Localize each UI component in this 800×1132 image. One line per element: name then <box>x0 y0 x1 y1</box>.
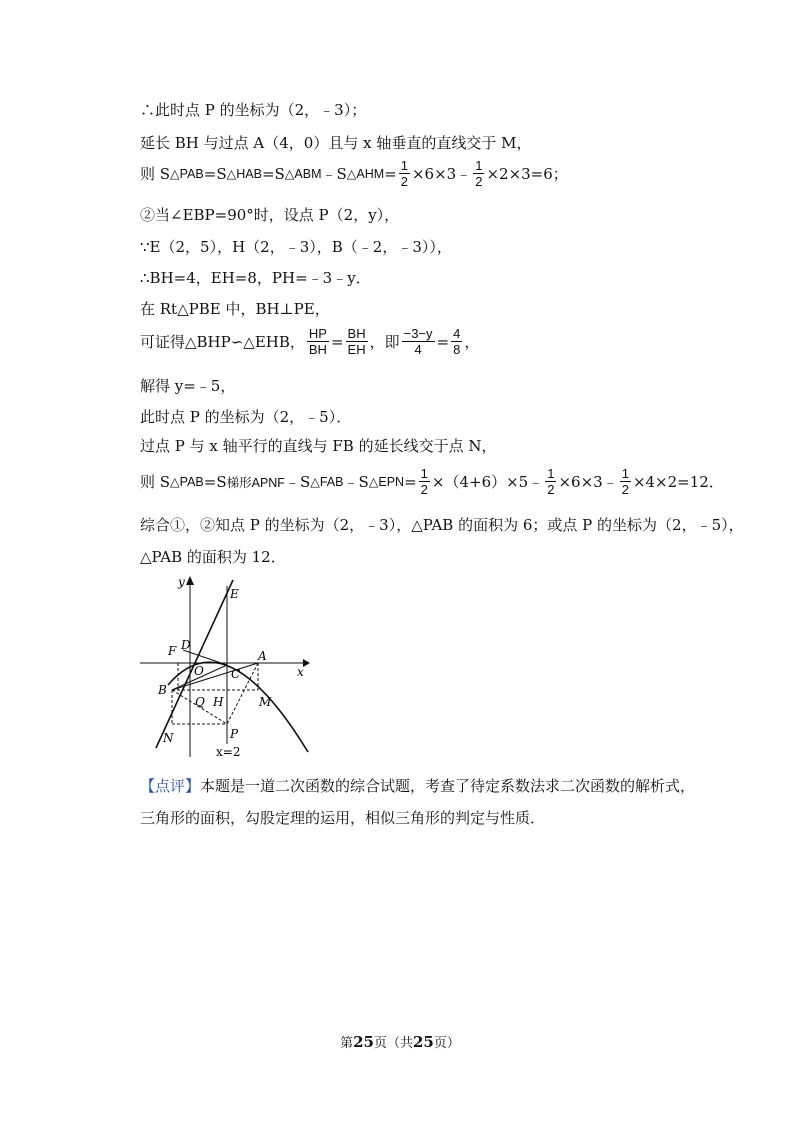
text-line-11: 过点 P 与 x 轴平行的直线与 FB 的延长线交于点 N， <box>140 437 497 455</box>
label-C: C <box>231 667 241 681</box>
area-equation-2: 则 S △PAB =S 梯形APNF ﹣S △FAB ﹣S △EPN = $\frac{1}{2}$ ×（4+6）×5﹣ $\frac{1}{2}$ ×6×3﹣ $\frac{1}{2}$ ×4×2=12． <box>140 466 724 497</box>
text-line-13: 综合①，②知点 P 的坐标为（2，﹣3），△PAB 的面积为 6；或点 P 的坐标为（2，﹣5）， <box>140 516 744 534</box>
label-F: F <box>168 644 177 658</box>
fraction: $\frac{1}{2}$ <box>547 466 555 497</box>
text-line-14: △PAB 的面积为 12． <box>140 548 286 566</box>
page-number: 25 <box>353 1033 374 1051</box>
fraction: $\frac{HP}{BH}$ <box>308 326 327 357</box>
text-line-4: ②当∠EBP=90°时，设点 P（2，y）， <box>140 206 400 224</box>
label-Q: Q <box>195 695 205 709</box>
fraction: $\frac{1}{2}$ <box>400 158 408 189</box>
text-line-7: 在 Rt△PBE 中，BH⊥PE， <box>140 300 330 318</box>
label-y: y <box>178 575 185 589</box>
label-O: O <box>194 664 204 678</box>
page-footer: 第25页（共25页） <box>340 1033 460 1051</box>
text-line-5: ∵E（2，5），H（2，﹣3），B（﹣2，﹣3））， <box>140 238 452 256</box>
text-line-6: ∴BH=4，EH=8，PH=﹣3﹣y． <box>140 269 371 287</box>
label-P: P <box>230 727 239 741</box>
fraction: $\frac{1}{2}$ <box>475 158 483 189</box>
fraction: $\frac{1}{2}$ <box>621 466 629 497</box>
label-H: H <box>213 695 224 709</box>
text-line-1: ∴此时点 P 的坐标为（2，﹣3）； <box>140 101 367 119</box>
commentary-tag: 【点评】 <box>140 777 201 795</box>
label-x-eq-2: x=2 <box>216 745 241 759</box>
x-axis-arrow <box>303 659 310 667</box>
fraction: $\frac{1}{2}$ <box>420 466 428 497</box>
y-axis-arrow <box>186 576 194 585</box>
label-M: M <box>259 695 272 709</box>
label-x: x <box>297 665 304 679</box>
area-equation-1: 则 S △PAB =S △HAB =S △ABM ﹣S △AHM = $\frac{1}{2}$ ×6×3﹣ $\frac{1}{2}$ ×2×3=6； <box>140 158 568 189</box>
label-A: A <box>258 649 267 663</box>
commentary <box>140 770 700 834</box>
geometry-figure <box>138 572 313 762</box>
text-line-9: 解得 y=﹣5， <box>140 377 236 395</box>
label-D: D <box>181 638 191 652</box>
text-line-2: 延长 BH 与过点 A（4，0）且与 x 轴垂直的直线交于 M， <box>140 134 532 152</box>
fraction: $\frac{4}{8}$ <box>453 326 461 357</box>
text-line-10: 此时点 P 的坐标为（2，﹣5）． <box>140 408 352 426</box>
fraction: $\frac{-3-y}{4}$ <box>403 326 433 357</box>
fraction: $\frac{BH}{EH}$ <box>347 326 366 357</box>
page-total: 25 <box>413 1033 434 1051</box>
label-N: N <box>163 731 174 745</box>
similarity-equation: 可证得△BHP∽△EHB， $\frac{HP}{BH}$ = $\frac{BH}{EH}$ ，即 $\frac{-3-y}{4}$ = $\frac{4}{8}$ ， <box>140 326 480 357</box>
label-E: E <box>230 587 239 601</box>
label-B: B <box>158 683 167 697</box>
commentary-text: 本题是一道二次函数的综合试题，考查了待定系数法求二次函数的解析式，三角形的面积，勾股定理的运用，相似三角形的判定与性质． <box>140 777 696 827</box>
